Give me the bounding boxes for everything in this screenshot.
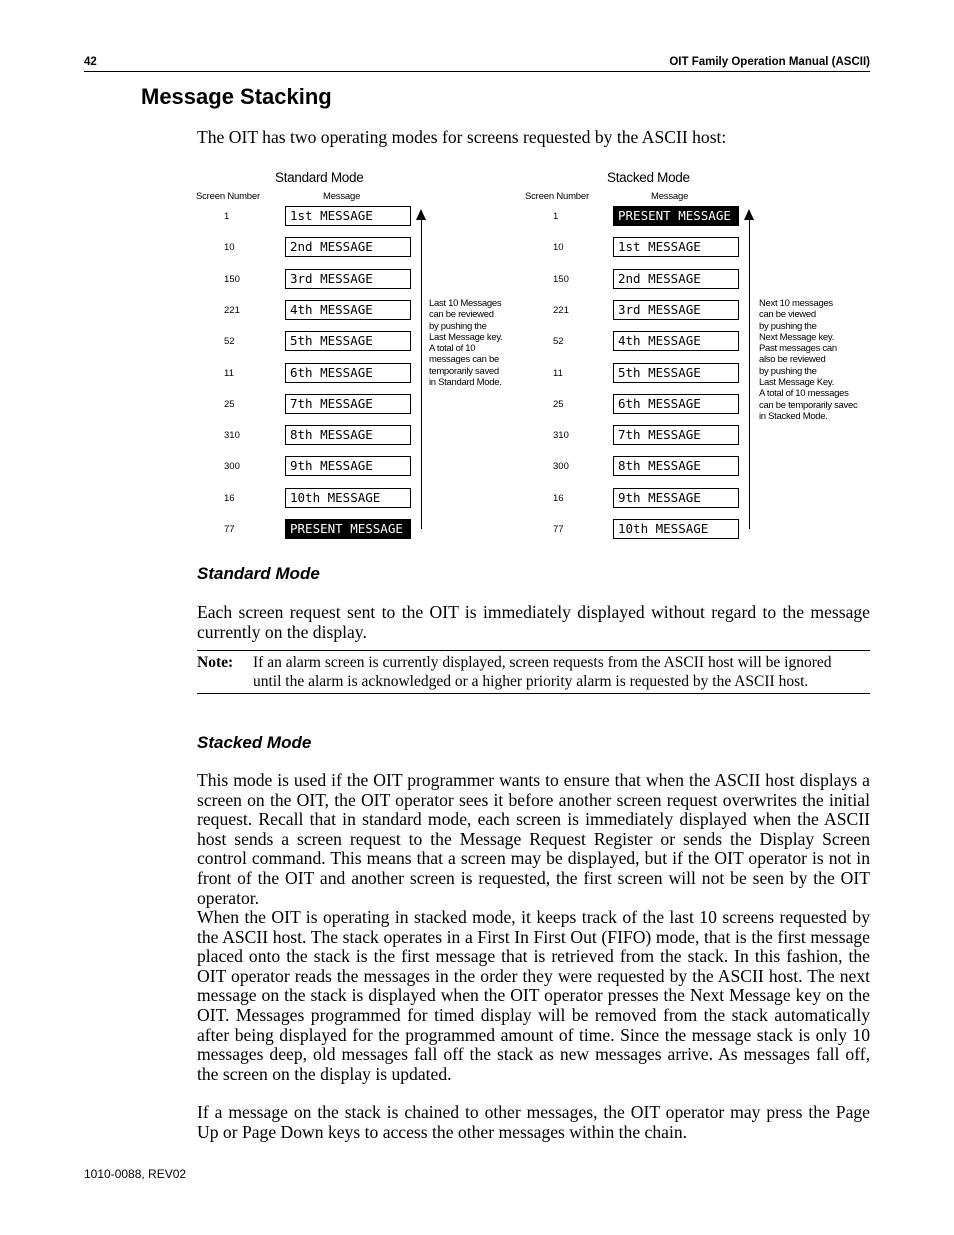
standard-message-box: 6th MESSAGE — [285, 363, 411, 383]
standard-mode-heading: Standard Mode — [197, 564, 320, 583]
standard-note-line: can be reviewed — [429, 309, 494, 321]
stacked-note-line: Last Message Key. — [759, 377, 834, 389]
standard-screen-number-header: Screen Number — [196, 191, 260, 202]
page-header — [84, 55, 870, 72]
stacked-screen-number: 221 — [553, 304, 569, 316]
stacked-note-line: in Stacked Mode. — [759, 410, 828, 422]
intro-paragraph: The OIT has two operating modes for screens requested by the ASCII host: — [197, 127, 727, 147]
page-number: 42 — [84, 56, 97, 68]
stacked-note-line: by pushing the — [759, 320, 817, 332]
stacked-mode-note — [759, 298, 857, 422]
stacked-screen-number: 150 — [553, 273, 569, 285]
standard-message-box: 1st MESSAGE — [285, 206, 411, 226]
standard-note-line: Last 10 Messages — [429, 298, 502, 309]
stacked-screen-number: 25 — [553, 398, 564, 410]
stacked-note-line: also be reviewed — [759, 354, 826, 366]
standard-message-box: 7th MESSAGE — [285, 394, 411, 414]
stacked-screen-number: 10 — [553, 242, 564, 254]
stacked-note-line: by pushing the — [759, 365, 817, 377]
stacked-note-line: Next Message key. — [759, 331, 834, 343]
standard-screen-number: 300 — [224, 461, 240, 473]
stacked-note-line: Next 10 messages — [759, 298, 833, 309]
stacked-note-line: A total of 10 messages — [759, 388, 849, 400]
standard-message-header: Message — [323, 191, 361, 202]
stacked-screen-number: 16 — [553, 492, 564, 504]
standard-mode-title: Standard Mode — [275, 170, 364, 185]
stacked-mode-heading: Stacked Mode — [197, 733, 312, 752]
stacked-message-box: 4th MESSAGE — [613, 331, 739, 351]
stacked-screen-number: 11 — [553, 367, 563, 379]
stacked-screen-number: 300 — [553, 461, 569, 473]
stacked-mode-title: Stacked Mode — [607, 170, 690, 185]
stacked-arrow-line — [749, 219, 750, 529]
stacked-screen-number-header: Screen Number — [525, 191, 589, 202]
standard-message-box: 4th MESSAGE — [285, 300, 411, 320]
stacked-note-line: Past messages can — [759, 343, 837, 355]
standard-message-box: 9th MESSAGE — [285, 456, 411, 476]
stacked-message-box: 2nd MESSAGE — [613, 269, 739, 289]
stacked-message-box: 6th MESSAGE — [613, 394, 739, 414]
standard-note-line: messages can be — [429, 354, 499, 366]
stacked-note-line: can be viewed — [759, 309, 816, 321]
stacked-message-box: 10th MESSAGE — [613, 519, 739, 539]
standard-note-line: temporarily saved — [429, 365, 499, 377]
stacked-message-box: PRESENT MESSAGE — [613, 206, 739, 226]
standard-mode-paragraph: Each screen request sent to the OIT is immediately displayed without regard to the message currently on the display. — [197, 602, 870, 642]
stacked-message-box: 8th MESSAGE — [613, 456, 739, 476]
stacked-note-line: can be temporarily savec — [759, 399, 858, 411]
standard-screen-number: 221 — [224, 304, 240, 316]
standard-note-line: in Standard Mode. — [429, 377, 502, 389]
standard-screen-number: 25 — [224, 398, 235, 410]
message-stacking-diagram — [190, 165, 890, 550]
note-label: Note: — [197, 654, 234, 671]
stacked-mode-paragraph-1: This mode is used if the OIT programmer wants to ensure that when the ASCII host displays a screen on the OIT, the OIT operator sees it before another screen request overwrites the initial request. Recall that in standard mode, each screen is immediately displayed when the ASCII host sends a screen request to the Message Request Register or sends the Display Screen control command. This means that a screen may be displayed, but if the OIT operator is not in front of the OIT and another screen is requested, the first screen will not be seen by the OIT operator. — [197, 770, 870, 908]
stacked-message-box: 9th MESSAGE — [613, 488, 739, 508]
stacked-message-box: 5th MESSAGE — [613, 363, 739, 383]
standard-mode-note — [429, 298, 502, 388]
standard-note-line: A total of 10 — [429, 343, 476, 355]
stacked-screen-number: 77 — [553, 524, 564, 535]
standard-screen-number: 52 — [224, 336, 235, 348]
stacked-screen-number: 310 — [553, 430, 569, 442]
standard-screen-number: 1 — [224, 211, 230, 222]
standard-screen-number: 310 — [224, 430, 240, 442]
standard-message-box: PRESENT MESSAGE — [285, 519, 411, 539]
stacked-message-header: Message — [651, 191, 689, 202]
standard-message-box: 2nd MESSAGE — [285, 237, 411, 257]
standard-screen-number: 150 — [224, 273, 240, 285]
standard-message-box: 10th MESSAGE — [285, 488, 411, 508]
standard-screen-number: 11 — [224, 367, 234, 379]
standard-message-box: 3rd MESSAGE — [285, 269, 411, 289]
standard-note-line: by pushing the — [429, 320, 487, 332]
standard-screen-number: 77 — [224, 524, 235, 535]
standard-note-line: Last Message key. — [429, 331, 503, 343]
manual-title: OIT Family Operation Manual (ASCII) — [669, 56, 870, 68]
standard-screen-number: 16 — [224, 492, 235, 504]
note-text: If an alarm screen is currently displayed, screen requests from the ASCII host will be ignored until the alarm is acknowledged or a higher priority alarm is requested by the ASCII host. — [253, 654, 832, 690]
stacked-mode-paragraph-2: When the OIT is operating in stacked mode, it keeps track of the last 10 screens requested by the ASCII host. The stack operates in a First In First Out (FIFO) mode, that is the first message placed onto the stack is the first message that is retrieved from the stack. In this fashion, the OIT operator reads the messages in the order they were requested by the ASCII host. The next message on the stack is displayed when the OIT operator presses the Next Message key on the OIT. Messages programmed for timed display will be removed from the stack automatically after being displayed for the programmed amount of time. Since the message stack is only 10 messages deep, old messages fall off the stack as new messages arrive. As messages fall off, the screen on the display is updated. — [197, 907, 870, 1084]
standard-arrow-line — [421, 219, 422, 529]
standard-screen-number: 10 — [224, 242, 235, 254]
standard-message-box: 8th MESSAGE — [285, 425, 411, 445]
stacked-message-box: 7th MESSAGE — [613, 425, 739, 445]
standard-message-box: 5th MESSAGE — [285, 331, 411, 351]
stacked-message-box: 3rd MESSAGE — [613, 300, 739, 320]
note-block — [197, 650, 870, 694]
document-id-footer: 1010-0088, REV02 — [84, 1167, 187, 1181]
stacked-message-box: 1st MESSAGE — [613, 237, 739, 257]
stacked-screen-number: 1 — [553, 211, 559, 222]
stacked-mode-paragraph-3: If a message on the stack is chained to other messages, the OIT operator may press the Page Up or Page Down keys to access the other messages within the chain. — [197, 1102, 870, 1142]
stacked-screen-number: 52 — [553, 336, 564, 348]
section-title: Message Stacking — [141, 84, 332, 109]
